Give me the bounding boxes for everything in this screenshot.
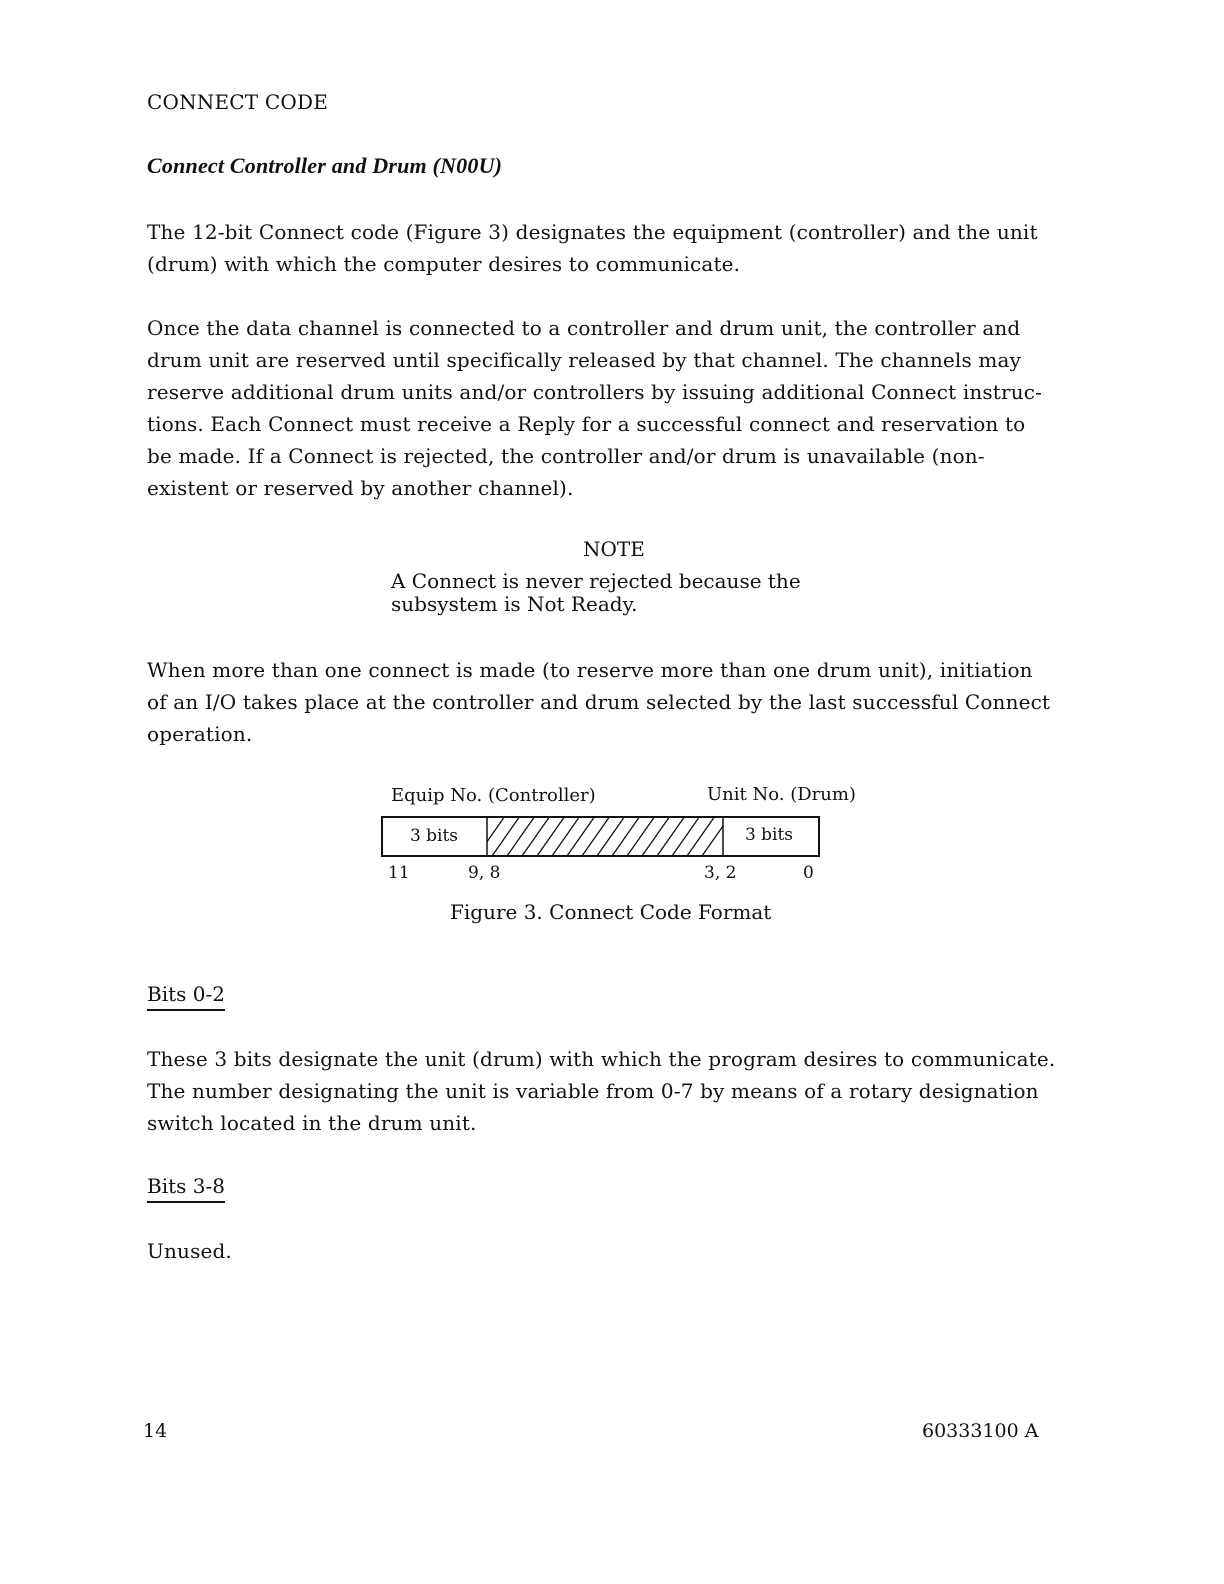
bit-number-9-8: 9, 8 [468, 863, 501, 883]
paragraph-line: switch located in the drum unit. [147, 1111, 477, 1135]
paragraph-connect-code [147, 216, 1107, 280]
note-body [391, 570, 801, 616]
paragraph-line: These 3 bits designate the unit (drum) with which the program desires to communicate. [147, 1047, 1056, 1071]
paragraph-line: be made. If a Connect is rejected, the controller and/or drum is unavailable (non- [147, 444, 985, 468]
right-field-label: 3 bits [744, 825, 794, 845]
bits-0-2-description [147, 1043, 1107, 1139]
bit-number-3-2: 3, 2 [704, 863, 737, 883]
note-title: NOTE [583, 537, 645, 561]
section-title: CONNECT CODE [147, 90, 329, 114]
paragraph-line: When more than one connect is made (to reserve more than one drum unit), initiation [147, 658, 1033, 682]
figure-left-label: Equip No. (Controller) [391, 785, 596, 806]
bit-number-0: 0 [803, 863, 814, 883]
connect-code-diagram [381, 816, 821, 858]
bits-3-8-heading: Bits 3-8 [147, 1174, 225, 1203]
paragraph-line: of an I/O takes place at the controller and drum selected by the last successful Connect [147, 690, 1051, 714]
bit-number-11: 11 [388, 863, 410, 883]
paragraph-line: operation. [147, 722, 253, 746]
paragraph-reservation [147, 312, 1107, 504]
section-subtitle: Connect Controller and Drum (N00U) [147, 153, 503, 178]
left-field-label: 3 bits [409, 826, 459, 846]
bits-0-2-heading: Bits 0-2 [147, 982, 225, 1011]
paragraph-line: reserve additional drum units and/or controllers by issuing additional Connect instruc- [147, 380, 1042, 404]
page-number: 14 [143, 1420, 168, 1442]
paragraph-line: drum unit are reserved until specifically released by that channel. The channels may [147, 348, 1022, 372]
figure-right-label: Unit No. (Drum) [707, 784, 856, 805]
paragraph-line: Once the data channel is connected to a controller and drum unit, the controller and [147, 316, 1021, 340]
paragraph-line: existent or reserved by another channel). [147, 476, 574, 500]
document-number: 60333100 A [922, 1420, 1039, 1442]
note-line: subsystem is Not Ready. [391, 592, 638, 616]
paragraph-line: The 12-bit Connect code (Figure 3) designates the equipment (controller) and the unit [147, 220, 1038, 244]
paragraph-line: Unused. [147, 1239, 232, 1263]
figure-caption: Figure 3. Connect Code Format [450, 900, 772, 924]
note-line: A Connect is never rejected because the [391, 569, 801, 593]
paragraph-line: The number designating the unit is variable from 0-7 by means of a rotary designation [147, 1079, 1039, 1103]
paragraph-line: (drum) with which the computer desires to communicate. [147, 252, 741, 276]
bits-3-8-description [147, 1235, 1107, 1267]
paragraph-multiple-connects [147, 654, 1107, 750]
paragraph-line: tions. Each Connect must receive a Reply for a successful connect and reservation to [147, 412, 1026, 436]
